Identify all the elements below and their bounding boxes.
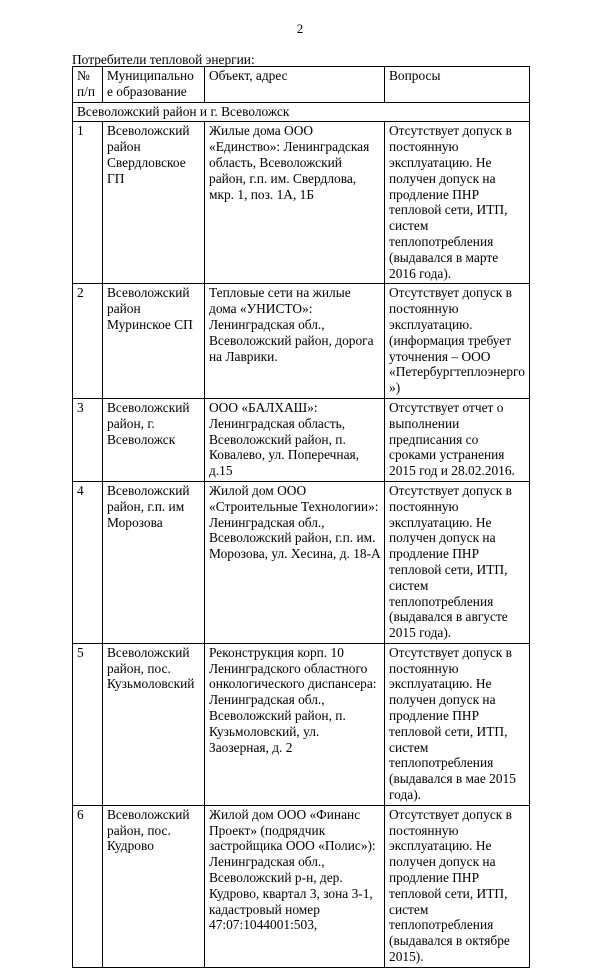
- row-questions: Отсутствует допуск в постоянную эксплуатацию. Не получен допуск на продление ПНР тепловой сети, ИТП, систем теплопотребления (выдавался в августе 2015 года).: [385, 481, 530, 643]
- table-row: [73, 284, 530, 399]
- row-questions: Отсутствует допуск в постоянную эксплуатацию. Не получен допуск на продление ПНР тепловой сети, ИТП, систем теплопотребления (выдавался в мае 2015 года).: [385, 643, 530, 805]
- row-num: 6: [73, 805, 103, 967]
- row-municipality: Всеволожский район Свердловское ГП: [103, 122, 205, 284]
- row-object: Жилой дом ООО «Строительные Технологии»: Ленинградская обл., Всеволожский район, г.п. им. Морозова, ул. Хесина, д. 18-А: [205, 481, 385, 643]
- row-municipality: Всеволожский район, г. Всеволожск: [103, 398, 205, 481]
- row-municipality: Всеволожский район Муринское СП: [103, 284, 205, 399]
- row-municipality: Всеволожский район, г.п. им Морозова: [103, 481, 205, 643]
- region-row: [73, 102, 530, 122]
- consumers-table: [72, 66, 530, 968]
- row-municipality: Всеволожский район, пос. Кудрово: [103, 805, 205, 967]
- header-object: Объект, адрес: [205, 67, 385, 103]
- row-questions: Отсутствует допуск в постоянную эксплуатацию. Не получен допуск на продление ПНР тепловой сети, ИТП, систем теплопотребления (выдавался в октябре 2015).: [385, 805, 530, 967]
- table-header-row: [73, 67, 530, 103]
- row-questions: Отсутствует отчет о выполнении предписания со сроками устранения 2015 год и 28.02.2016.: [385, 398, 530, 481]
- table-row: [73, 398, 530, 481]
- row-object: ООО «БАЛХАШ»: Ленинградская область, Всеволожский район, п. Ковалево, ул. Поперечная, д.15: [205, 398, 385, 481]
- row-object: Реконструкция корп. 10 Ленинградского областного онкологического диспансера: Ленинградская обл., Всеволожский район, п. Кузьмоловский, ул. Заозерная, д. 2: [205, 643, 385, 805]
- row-num: 5: [73, 643, 103, 805]
- table-row: [73, 481, 530, 643]
- row-municipality: Всеволожский район, пос. Кузьмоловский: [103, 643, 205, 805]
- row-num: 2: [73, 284, 103, 399]
- row-num: 3: [73, 398, 103, 481]
- row-object: Жилой дом ООО «Финанс Проект» (подрядчик застройщика ООО «Полис»): Ленинградская обл., Всеволожский р-н, дер. Кудрово, квартал 3, зона 3-1, кадастровый номер 47:07:1044001:503,: [205, 805, 385, 967]
- row-num: 1: [73, 122, 103, 284]
- page-number: 2: [296, 21, 304, 36]
- header-num: № п/п: [73, 67, 103, 103]
- row-questions: Отсутствует допуск в постоянную эксплуатацию. Не получен допуск на продление ПНР тепловой сети, ИТП, систем теплопотребления (выдавался в марте 2016 года).: [385, 122, 530, 284]
- row-object: Тепловые сети на жилые дома «УНИСТО»: Ленинградская обл., Всеволожский район, дорога на Лаврики.: [205, 284, 385, 399]
- table-row: [73, 122, 530, 284]
- row-object: Жилые дома ООО «Единство»: Ленинградская область, Всеволожский район, г.п. им. Свердлова, мкр. 1, поз. 1А, 1Б: [205, 122, 385, 284]
- region-label: Всеволожский район и г. Всеволожск: [73, 102, 530, 122]
- table-row: [73, 643, 530, 805]
- table-caption: Потребители тепловой энергии:: [72, 52, 255, 67]
- row-num: 4: [73, 481, 103, 643]
- table-row: [73, 805, 530, 967]
- header-municipality: Муниципально е образование: [103, 67, 205, 103]
- header-questions: Вопросы: [385, 67, 530, 103]
- row-questions: Отсутствует допуск в постоянную эксплуатацию. (информация требует уточнения – ООО «Петербургтеплоэнерго»): [385, 284, 530, 399]
